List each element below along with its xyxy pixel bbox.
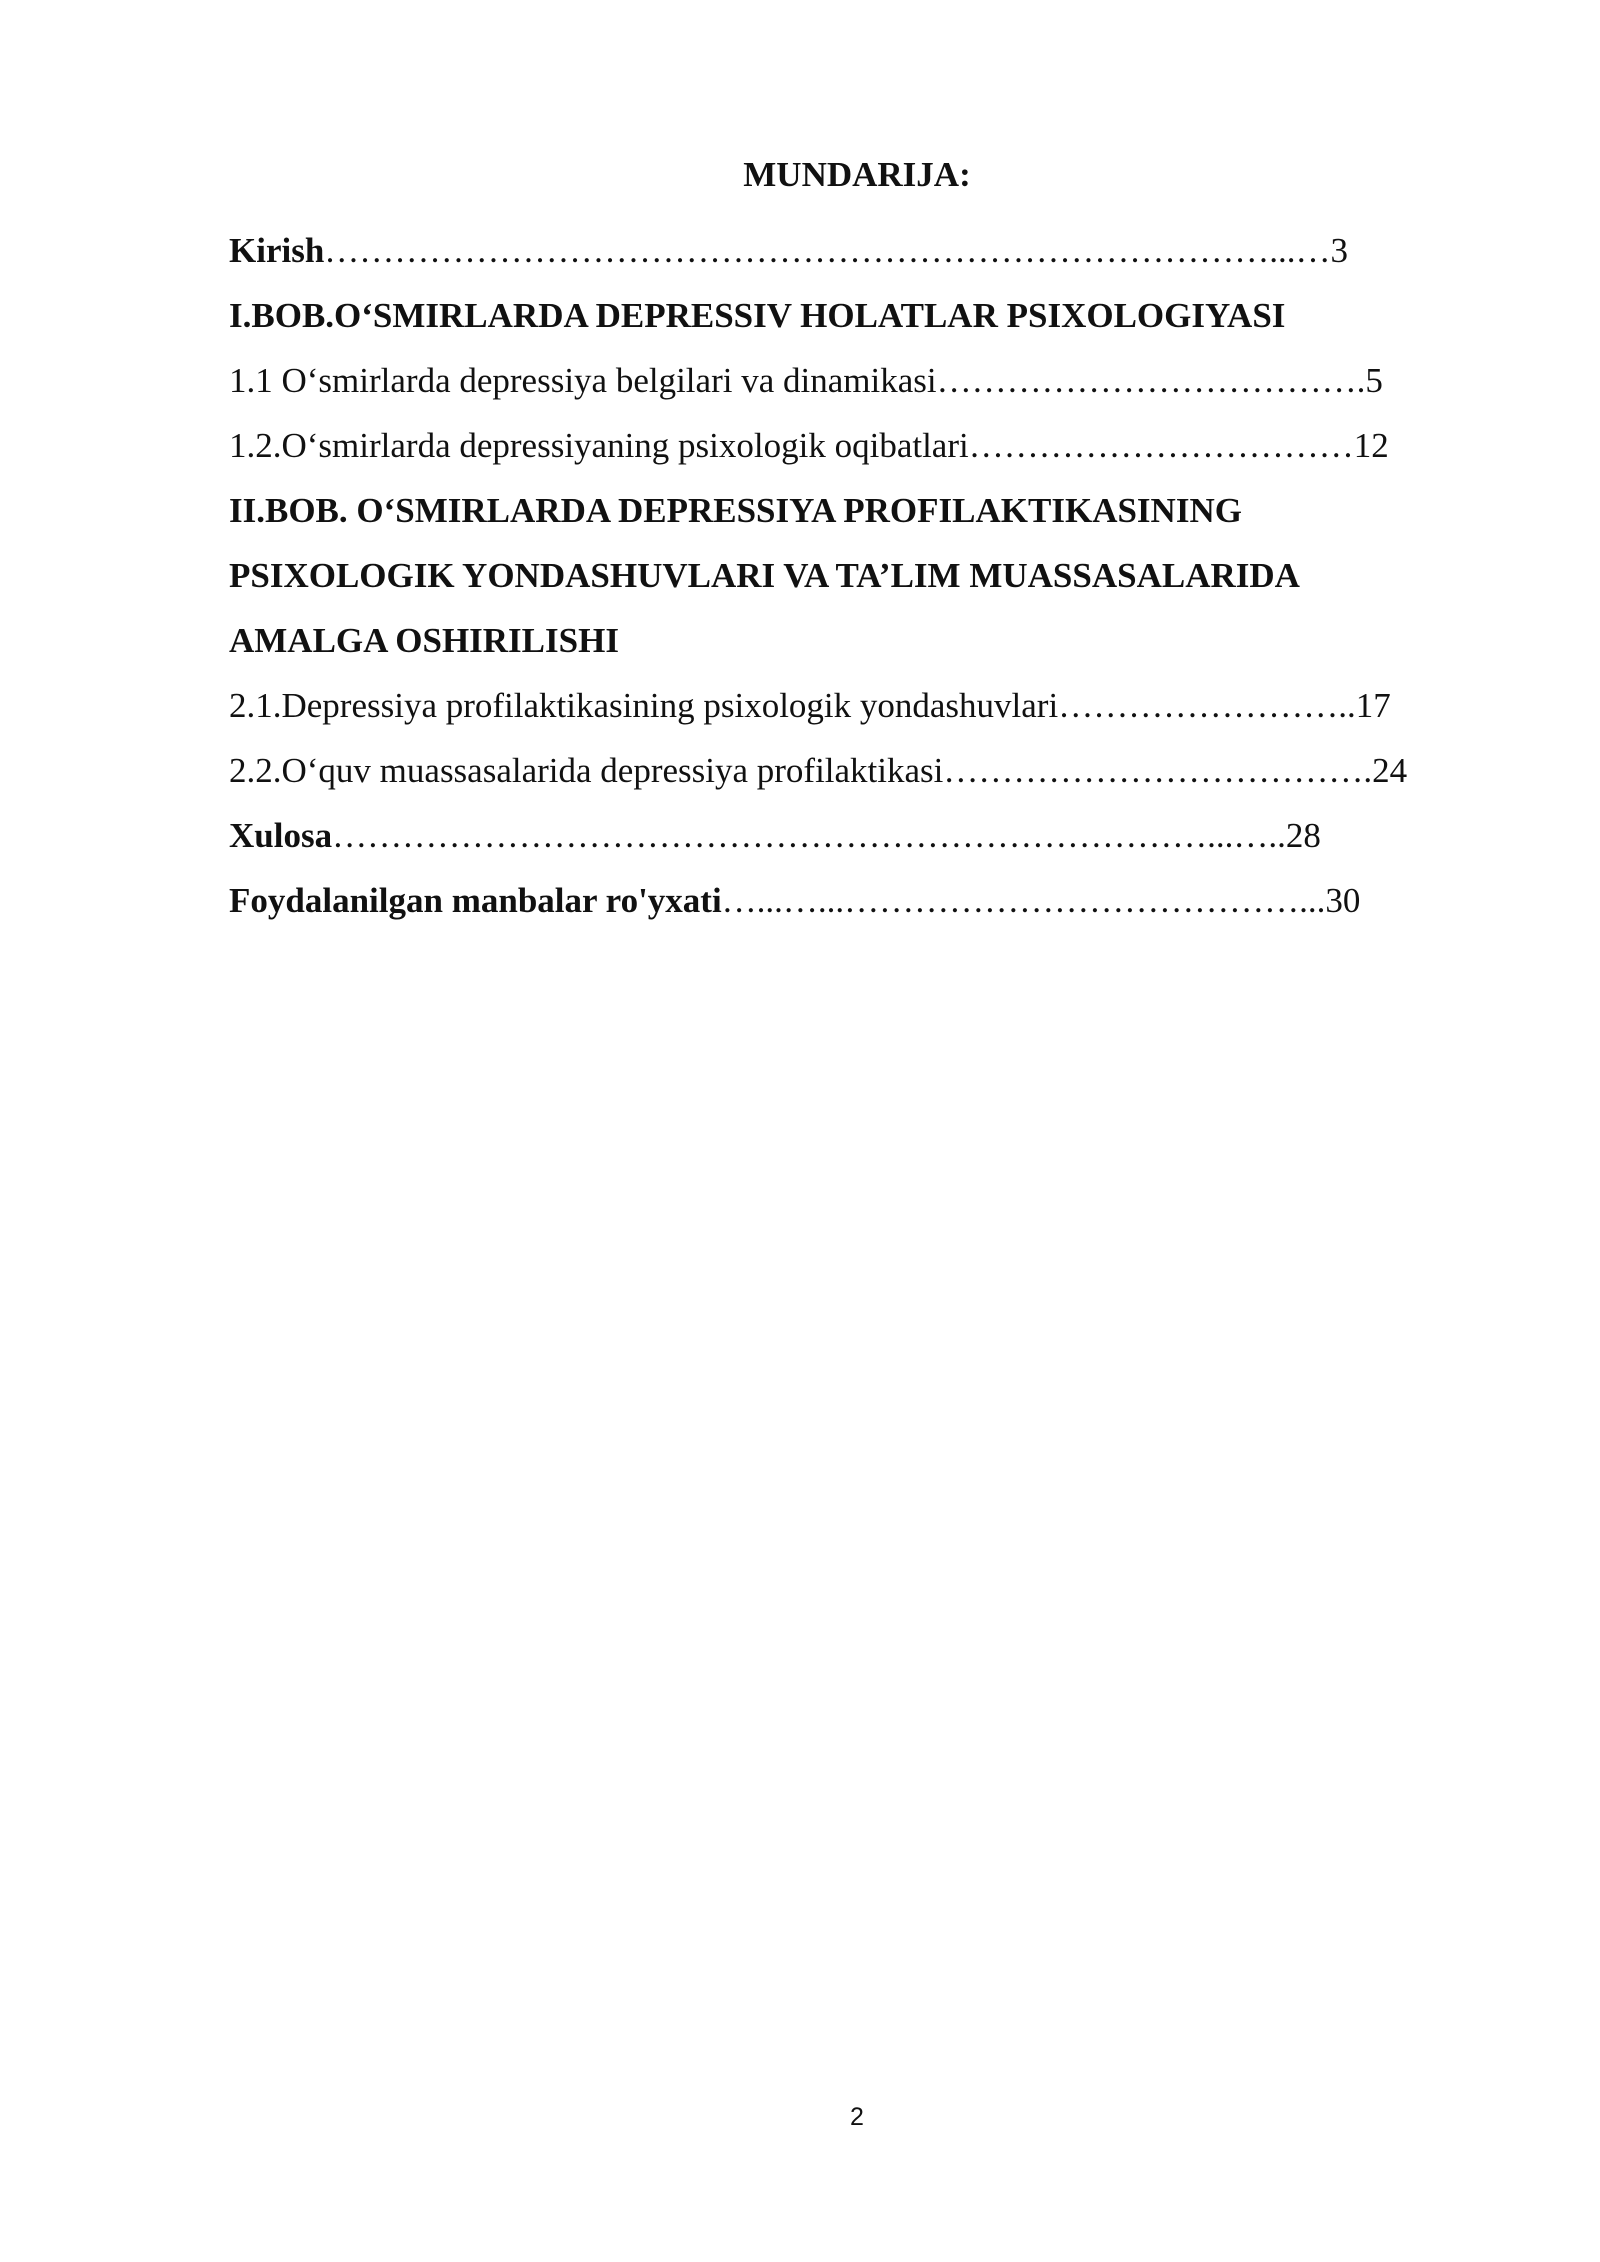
- toc-entry-conclusion: [229, 803, 1509, 868]
- toc-section-1-1: [229, 348, 1509, 413]
- toc-section-2-2: [229, 738, 1509, 803]
- toc-chapter-title: II.BOB. O‘SMIRLARDA DEPRESSIYA PROFILAKTIKASINING: [229, 491, 1242, 530]
- toc-entry-title: Xulosa: [229, 816, 333, 855]
- toc-entry-title: 2.1.Depressiya profilaktikasining psixologik yondashuvlari: [229, 686, 1059, 725]
- toc-leader-dots: …………………………………………………………………...…..: [332, 816, 1286, 855]
- toc-leader-dots: …...…...…………………………………...: [721, 881, 1326, 920]
- page-number: 2: [850, 2103, 864, 2131]
- toc-leader-dots: ……………………………: [968, 426, 1354, 465]
- toc-entry-introduction: [229, 218, 1509, 283]
- toc-page-number: 28: [1285, 816, 1321, 855]
- toc-chapter-2-line-3: [229, 608, 1509, 673]
- toc-chapter-1: [229, 283, 1509, 348]
- toc-entry-references: [229, 868, 1509, 933]
- toc-page-number: 5: [1365, 361, 1383, 400]
- toc-leader-dots: ……………………..: [1058, 686, 1356, 725]
- toc-page-number: 24: [1372, 751, 1408, 790]
- toc-page-number: 12: [1353, 426, 1389, 465]
- toc-chapter-2-line-1: [229, 478, 1509, 543]
- toc-entry-title: 1.2.O‘smirlarda depressiyaning psixologik oqibatlari: [229, 426, 969, 465]
- toc-heading: MUNDARIJA:: [743, 155, 971, 194]
- toc-leader-dots: ………………………………………………………………………...…: [324, 231, 1331, 270]
- toc-entry-title: 2.2.O‘quv muassasalarida depressiya profilaktikasi: [229, 751, 944, 790]
- toc-chapter-title: AMALGA OSHIRILISHI: [229, 621, 619, 660]
- toc-entry-title: 1.1 O‘smirlarda depressiya belgilari va dinamikasi: [229, 361, 937, 400]
- toc-chapter-title: PSIXOLOGIK YONDASHUVLARI VA TA’LIM MUASSASALARIDA: [229, 556, 1300, 595]
- table-of-contents: [229, 218, 1509, 933]
- toc-entry-title: Kirish: [229, 231, 325, 270]
- toc-section-2-1: [229, 673, 1509, 738]
- toc-leader-dots: ……………………………….: [943, 751, 1373, 790]
- toc-entry-title: Foydalanilgan manbalar ro'yxati: [229, 881, 722, 920]
- toc-leader-dots: ……………………………….: [936, 361, 1366, 400]
- toc-chapter-2-line-2: [229, 543, 1509, 608]
- toc-page-number: 3: [1330, 231, 1349, 270]
- toc-section-1-2: [229, 413, 1509, 478]
- toc-page-number: 17: [1355, 686, 1391, 725]
- toc-page-number: 30: [1325, 881, 1361, 920]
- toc-chapter-title: I.BOB.O‘SMIRLARDA DEPRESSIV HOLATLAR PSIXOLOGIYASI: [229, 296, 1286, 335]
